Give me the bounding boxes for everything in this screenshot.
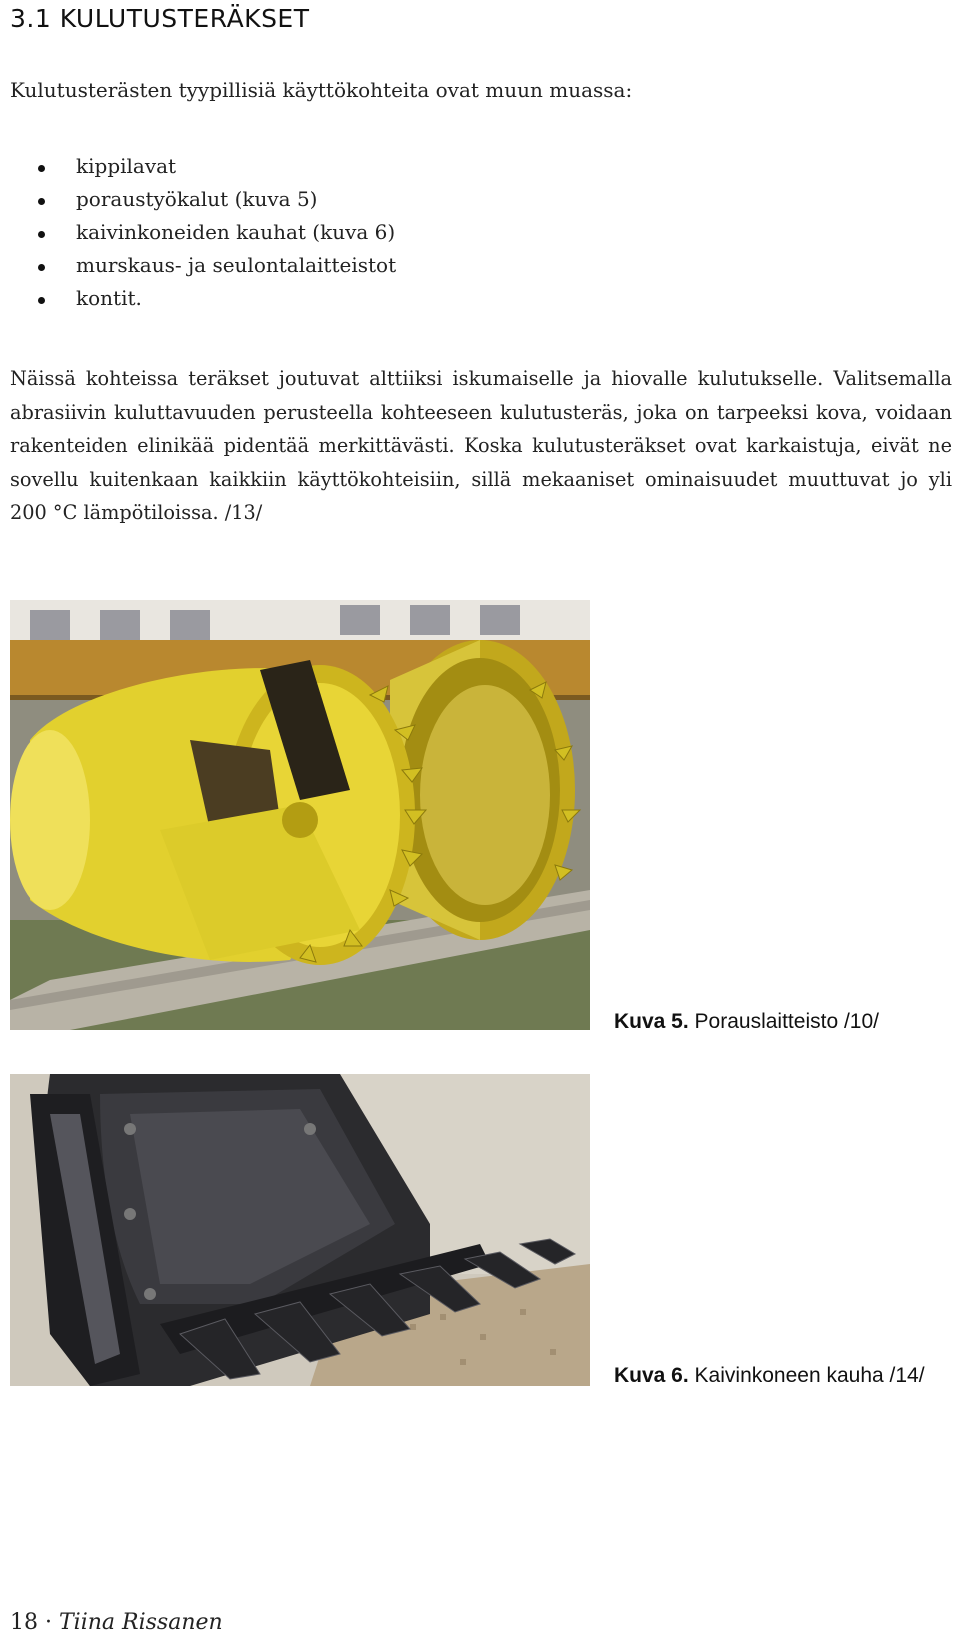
footer-separator: · bbox=[45, 1610, 52, 1635]
list-item: poraustyökalut (kuva 5) bbox=[10, 183, 396, 216]
section-heading: 3.1 KULUTUSTERÄKSET bbox=[10, 4, 310, 33]
page-footer bbox=[10, 1610, 223, 1635]
drilling-equipment-photo bbox=[10, 600, 590, 1030]
page-number: 18 bbox=[10, 1610, 38, 1635]
list-item: kontit. bbox=[10, 282, 396, 315]
excavator-bucket-photo bbox=[10, 1074, 590, 1386]
body-paragraph: Näissä kohteissa teräkset joutuvat alttiiksi iskumaiselle ja hiovalle kulutukselle. Valitsemalla abrasiivin kuluttavuuden perusteella kohteeseen kulutusteräs, joka on tarpeeksi kova, voidaan rakenteiden elinikää pidentää merkittävästi. Koska kulutusteräkset ovat karkaistuja, eivät ne sovellu kuitenkaan kaikkiin käyttökohteisiin, sillä mekaaniset ominaisuudet muuttuvat jo yli 200 °C lämpötiloissa. /13/ bbox=[10, 367, 952, 524]
usage-list bbox=[10, 150, 396, 315]
figure-6-caption bbox=[614, 1364, 925, 1388]
figure-6-label: Kuva 6. bbox=[614, 1364, 689, 1387]
figure-6-text: Kaivinkoneen kauha /14/ bbox=[694, 1364, 925, 1387]
figure-5-text: Porauslaitteisto /10/ bbox=[694, 1010, 879, 1033]
list-item: kaivinkoneiden kauhat (kuva 6) bbox=[10, 216, 396, 249]
figure-5-caption bbox=[614, 1010, 879, 1034]
list-item: murskaus- ja seulontalaitteistot bbox=[10, 249, 396, 282]
intro-text: Kulutusterästen tyypillisiä käyttökohteita ovat muun muassa: bbox=[10, 78, 633, 102]
list-item: kippilavat bbox=[10, 150, 396, 183]
author-name: Tiina Rissanen bbox=[59, 1610, 223, 1635]
figure-5-label: Kuva 5. bbox=[614, 1010, 689, 1033]
